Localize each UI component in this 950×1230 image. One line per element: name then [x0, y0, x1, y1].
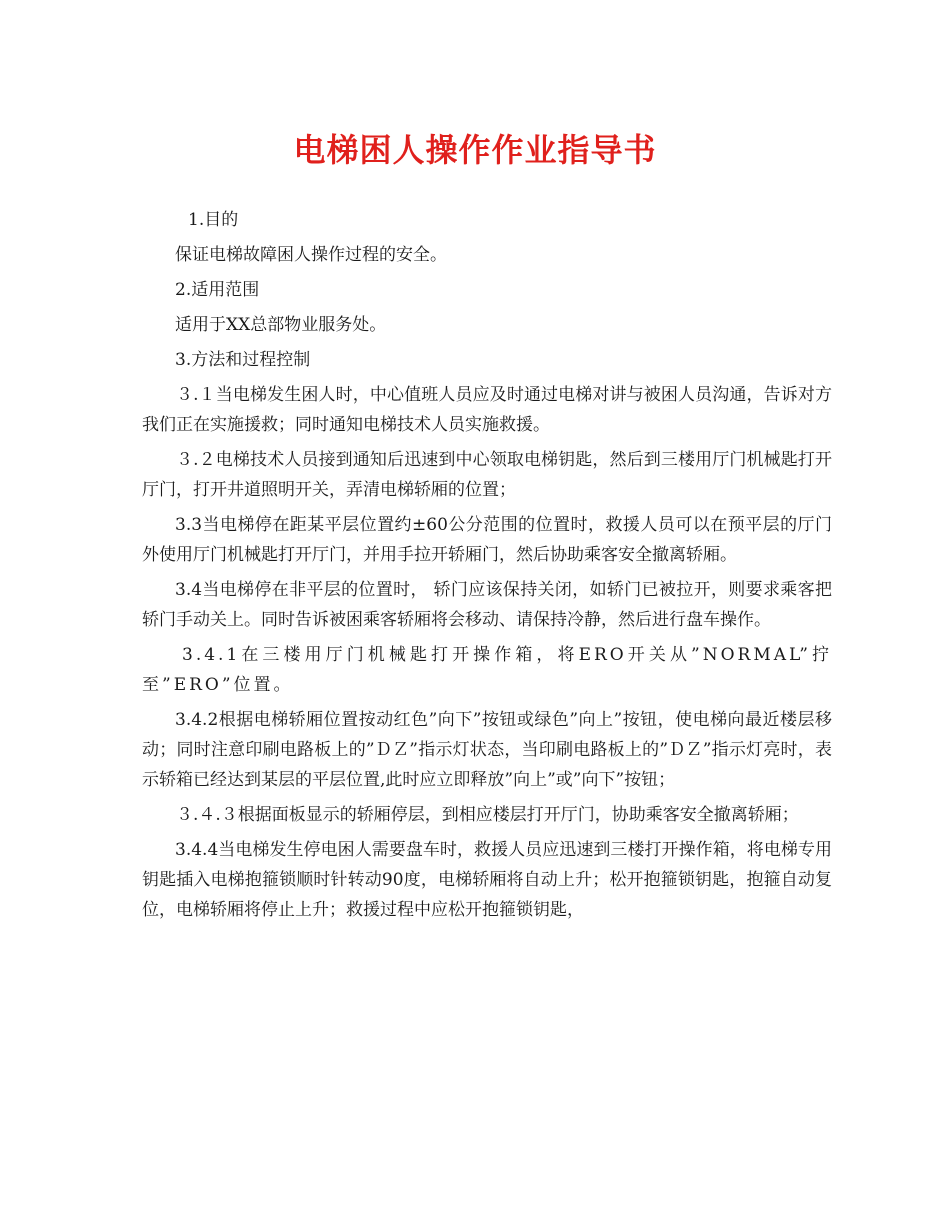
section-heading-method: 3.方法和过程控制 — [175, 350, 311, 370]
paragraph-scope: 适用于XX总部物业服务处。 — [175, 315, 387, 335]
document-title: 电梯困人操作作业指导书 — [293, 131, 657, 169]
paragraph-3-4-3: ３.４.３根据面板显示的轿厢停层，到相应楼层打开厅门，协助乘客安全撤离轿厢； — [176, 805, 799, 825]
paragraph-3-4-4: 3.4.4当电梯发生停电困人需要盘车时，救援人员应迅速到三楼打开操作箱，将电梯专用钥匙插入电梯抱箍锁顺时针转动90度，电梯轿厢将自动上升；松开抱箍锁钥匙，抱箍自动复位，电梯轿厢将停止上升；救援过程中应松开抱箍锁钥匙， — [142, 840, 832, 920]
paragraph-3-4-1: 3.4.1在三楼用厅门机械匙打开操作箱，将ERO开关从”NORMAL”拧至”ERO”位置。 — [142, 645, 832, 695]
paragraph-purpose: 保证电梯故障困人操作过程的安全。 — [175, 245, 447, 265]
document-body — [142, 205, 832, 930]
paragraph-3-3: 3.3当电梯停在距某平层位置约±60公分范围的位置时，救援人员可以在预平层的厅门外使用厅门机械匙打开厅门，并用手拉开轿厢门，然后协助乘客安全撤离轿厢。 — [142, 515, 832, 565]
paragraph-3-2: ３.２电梯技术人员接到通知后迅速到中心领取电梯钥匙，然后到三楼用厅门机械匙打开厅门，打开井道照明开关，弄清电梯轿厢的位置； — [142, 450, 832, 500]
section-heading-purpose: 1.目的 — [188, 210, 239, 230]
paragraph-3-4: 3.4当电梯停在非平层的位置时， 轿门应该保持关闭，如轿门已被拉开，则要求乘客把轿门手动关上。同时告诉被困乘客轿厢将会移动、请保持冷静，然后进行盘车操作。 — [142, 580, 832, 630]
section-heading-scope: 2.适用范围 — [175, 280, 260, 300]
paragraph-3-4-2: 3.4.2根据电梯轿厢位置按动红色”向下”按钮或绿色”向上”按钮，使电梯向最近楼层移动；同时注意印刷电路板上的”ＤＺ”指示灯状态，当印刷电路板上的”ＤＺ”指示灯亮时，表示轿箱已经达到某层的平层位置,此时应立即释放”向上”或”向下”按钮； — [142, 710, 832, 790]
paragraph-3-1: ３.１当电梯发生困人时，中心值班人员应及时通过电梯对讲与被困人员沟通，告诉对方我们正在实施援救；同时通知电梯技术人员实施救援。 — [142, 385, 832, 435]
